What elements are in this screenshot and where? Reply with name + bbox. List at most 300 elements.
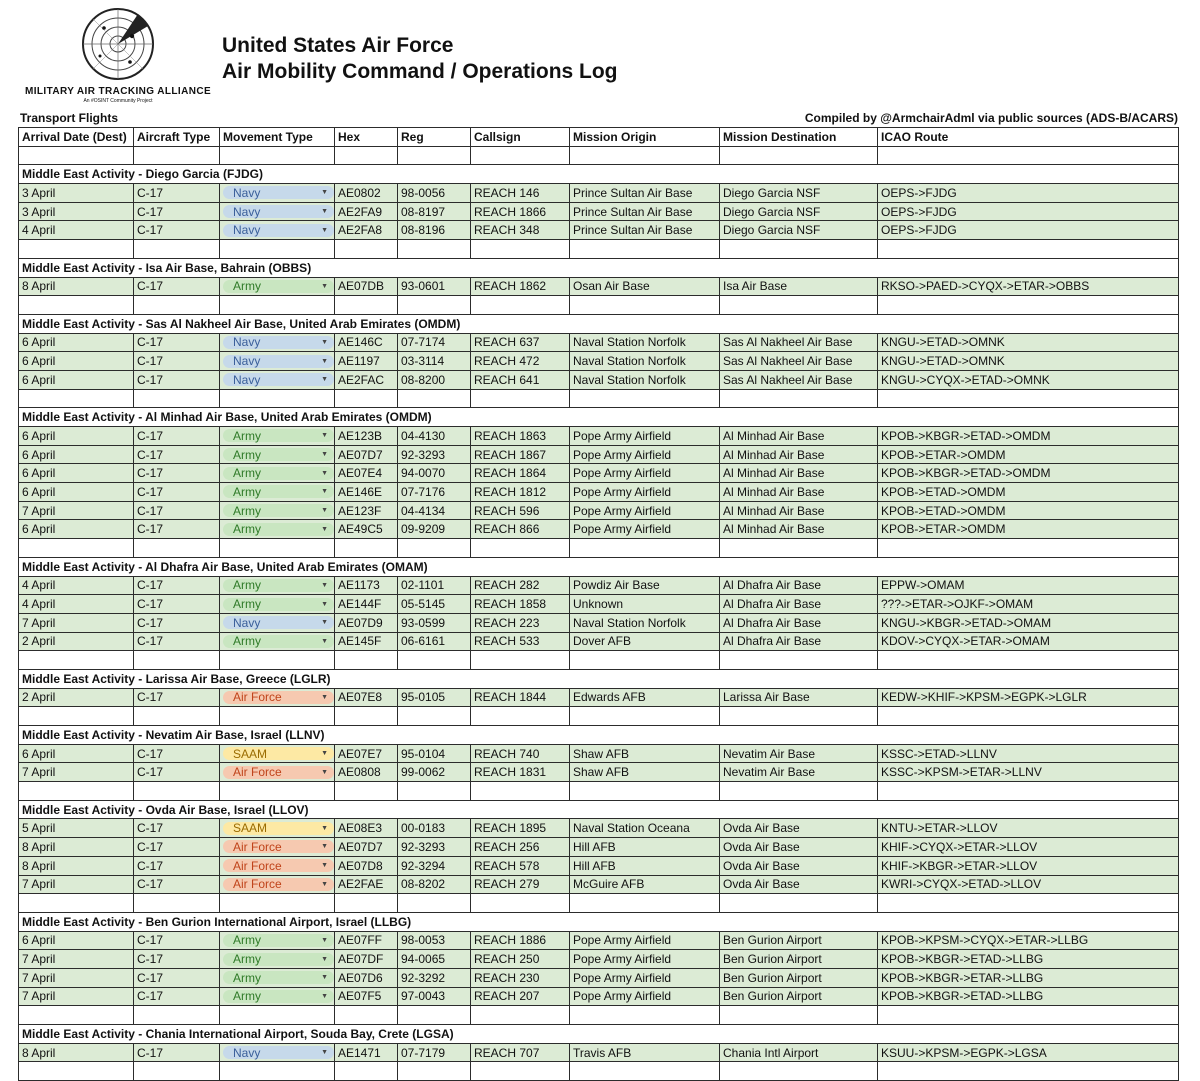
arrival-date-cell[interactable]: 7 April — [19, 501, 134, 520]
empty-cell[interactable] — [471, 389, 570, 408]
empty-cell[interactable] — [220, 146, 335, 165]
mission-destination-cell[interactable]: Al Minhad Air Base — [720, 501, 878, 520]
movement-type-chip[interactable] — [223, 859, 334, 872]
aircraft-type-cell[interactable]: C-17 — [134, 950, 220, 969]
callsign-cell[interactable]: REACH 282 — [471, 576, 570, 595]
mission-origin-cell[interactable]: Naval Station Norfolk — [570, 333, 720, 352]
arrival-date-cell[interactable]: 4 April — [19, 221, 134, 240]
chevron-down-icon[interactable]: ▼ — [321, 451, 328, 459]
aircraft-type-cell[interactable]: C-17 — [134, 595, 220, 614]
hex-cell[interactable]: AE07D7 — [335, 445, 398, 464]
movement-type-chip[interactable] — [223, 504, 334, 517]
empty-cell[interactable] — [878, 146, 1179, 165]
chevron-down-icon[interactable]: ▼ — [321, 469, 328, 477]
mission-origin-cell[interactable]: Dover AFB — [570, 632, 720, 651]
empty-cell[interactable] — [335, 146, 398, 165]
mission-origin-cell[interactable]: Hill AFB — [570, 838, 720, 857]
empty-cell[interactable] — [220, 894, 335, 913]
arrival-date-cell[interactable]: 4 April — [19, 595, 134, 614]
mission-origin-cell[interactable]: Pope Army Airfield — [570, 950, 720, 969]
movement-type-dropdown[interactable] — [220, 483, 335, 502]
hex-cell[interactable]: AE07DF — [335, 950, 398, 969]
hex-cell[interactable]: AE2FA8 — [335, 221, 398, 240]
empty-cell[interactable] — [134, 782, 220, 801]
movement-type-chip[interactable] — [223, 616, 334, 629]
arrival-date-cell[interactable]: 6 April — [19, 333, 134, 352]
icao-route-cell[interactable]: KSSC->ETAD->LLNV — [878, 744, 1179, 763]
aircraft-type-cell[interactable]: C-17 — [134, 352, 220, 371]
callsign-cell[interactable]: REACH 707 — [471, 1043, 570, 1062]
icao-route-cell[interactable]: KPOB->KBGR->ETAD->OMDM — [878, 427, 1179, 446]
hex-cell[interactable]: AE07D9 — [335, 613, 398, 632]
hex-cell[interactable]: AE07F5 — [335, 987, 398, 1006]
reg-cell[interactable]: 06-6161 — [398, 632, 471, 651]
chevron-down-icon[interactable]: ▼ — [321, 843, 328, 851]
mission-origin-cell[interactable]: McGuire AFB — [570, 875, 720, 894]
empty-cell[interactable] — [471, 651, 570, 670]
movement-type-chip[interactable] — [223, 635, 334, 648]
arrival-date-cell[interactable]: 6 April — [19, 931, 134, 950]
chevron-down-icon[interactable]: ▼ — [321, 824, 328, 832]
icao-route-cell[interactable]: KWRI->CYQX->ETAD->LLOV — [878, 875, 1179, 894]
arrival-date-cell[interactable]: 8 April — [19, 838, 134, 857]
mission-origin-cell[interactable]: Travis AFB — [570, 1043, 720, 1062]
mission-destination-cell[interactable]: Ovda Air Base — [720, 819, 878, 838]
movement-type-dropdown[interactable] — [220, 576, 335, 595]
column-header[interactable]: Aircraft Type — [134, 128, 220, 147]
reg-cell[interactable]: 98-0053 — [398, 931, 471, 950]
mission-destination-cell[interactable]: Al Minhad Air Base — [720, 427, 878, 446]
section-title[interactable]: Middle East Activity - Chania International Airport, Souda Bay, Crete (LGSA) — [19, 1025, 1179, 1044]
empty-cell[interactable] — [335, 707, 398, 726]
chevron-down-icon[interactable]: ▼ — [321, 432, 328, 440]
empty-cell[interactable] — [720, 240, 878, 259]
reg-cell[interactable]: 09-9209 — [398, 520, 471, 539]
chevron-down-icon[interactable]: ▼ — [321, 357, 328, 365]
reg-cell[interactable]: 99-0062 — [398, 763, 471, 782]
movement-type-chip[interactable] — [223, 186, 334, 199]
empty-cell[interactable] — [220, 707, 335, 726]
aircraft-type-cell[interactable]: C-17 — [134, 632, 220, 651]
empty-cell[interactable] — [134, 894, 220, 913]
chevron-down-icon[interactable]: ▼ — [321, 750, 328, 758]
empty-cell[interactable] — [878, 782, 1179, 801]
aircraft-type-cell[interactable]: C-17 — [134, 819, 220, 838]
empty-cell[interactable] — [570, 707, 720, 726]
empty-cell[interactable] — [398, 240, 471, 259]
callsign-cell[interactable]: REACH 256 — [471, 838, 570, 857]
mission-origin-cell[interactable]: Prince Sultan Air Base — [570, 202, 720, 221]
empty-cell[interactable] — [398, 296, 471, 315]
movement-type-chip[interactable] — [223, 429, 334, 442]
column-header[interactable]: Mission Origin — [570, 128, 720, 147]
chevron-down-icon[interactable]: ▼ — [321, 507, 328, 515]
aircraft-type-cell[interactable]: C-17 — [134, 688, 220, 707]
mission-origin-cell[interactable]: Prince Sultan Air Base — [570, 221, 720, 240]
movement-type-dropdown[interactable] — [220, 744, 335, 763]
movement-type-chip[interactable] — [223, 523, 334, 536]
mission-destination-cell[interactable]: Isa Air Base — [720, 277, 878, 296]
empty-cell[interactable] — [720, 146, 878, 165]
callsign-cell[interactable]: REACH 472 — [471, 352, 570, 371]
arrival-date-cell[interactable]: 6 April — [19, 464, 134, 483]
aircraft-type-cell[interactable]: C-17 — [134, 875, 220, 894]
movement-type-chip[interactable] — [223, 766, 334, 779]
mission-origin-cell[interactable]: Pope Army Airfield — [570, 987, 720, 1006]
section-title[interactable]: Middle East Activity - Al Dhafra Air Base, United Arab Emirates (OMAM) — [19, 557, 1179, 576]
movement-type-dropdown[interactable] — [220, 856, 335, 875]
arrival-date-cell[interactable]: 6 April — [19, 520, 134, 539]
reg-cell[interactable]: 92-3293 — [398, 445, 471, 464]
aircraft-type-cell[interactable]: C-17 — [134, 931, 220, 950]
mission-origin-cell[interactable]: Naval Station Norfolk — [570, 352, 720, 371]
mission-destination-cell[interactable]: Al Minhad Air Base — [720, 483, 878, 502]
empty-cell[interactable] — [19, 894, 134, 913]
mission-destination-cell[interactable]: Ovda Air Base — [720, 838, 878, 857]
movement-type-chip[interactable] — [223, 1046, 334, 1059]
empty-cell[interactable] — [570, 782, 720, 801]
hex-cell[interactable]: AE2FAE — [335, 875, 398, 894]
reg-cell[interactable]: 95-0105 — [398, 688, 471, 707]
movement-type-dropdown[interactable] — [220, 352, 335, 371]
aircraft-type-cell[interactable]: C-17 — [134, 501, 220, 520]
aircraft-type-cell[interactable]: C-17 — [134, 445, 220, 464]
callsign-cell[interactable]: REACH 1812 — [471, 483, 570, 502]
empty-cell[interactable] — [878, 389, 1179, 408]
mission-origin-cell[interactable]: Osan Air Base — [570, 277, 720, 296]
movement-type-chip[interactable] — [223, 336, 334, 349]
empty-cell[interactable] — [335, 1006, 398, 1025]
empty-cell[interactable] — [134, 389, 220, 408]
movement-type-dropdown[interactable] — [220, 595, 335, 614]
movement-type-chip[interactable] — [223, 373, 334, 386]
empty-cell[interactable] — [720, 894, 878, 913]
empty-cell[interactable] — [19, 240, 134, 259]
mission-destination-cell[interactable]: Diego Garcia NSF — [720, 184, 878, 203]
icao-route-cell[interactable]: KNGU->ETAD->OMNK — [878, 333, 1179, 352]
icao-route-cell[interactable]: OEPS->FJDG — [878, 184, 1179, 203]
chevron-down-icon[interactable]: ▼ — [321, 693, 328, 701]
mission-origin-cell[interactable]: Pope Army Airfield — [570, 445, 720, 464]
reg-cell[interactable]: 93-0599 — [398, 613, 471, 632]
movement-type-dropdown[interactable] — [220, 763, 335, 782]
arrival-date-cell[interactable]: 7 April — [19, 968, 134, 987]
empty-cell[interactable] — [570, 146, 720, 165]
callsign-cell[interactable]: REACH 223 — [471, 613, 570, 632]
reg-cell[interactable]: 05-5145 — [398, 595, 471, 614]
callsign-cell[interactable]: REACH 1864 — [471, 464, 570, 483]
chevron-down-icon[interactable]: ▼ — [321, 338, 328, 346]
callsign-cell[interactable]: REACH 230 — [471, 968, 570, 987]
empty-cell[interactable] — [19, 539, 134, 558]
hex-cell[interactable]: AE1471 — [335, 1043, 398, 1062]
callsign-cell[interactable]: REACH 1858 — [471, 595, 570, 614]
icao-route-cell[interactable]: KSSC->KPSM->ETAR->LLNV — [878, 763, 1179, 782]
empty-cell[interactable] — [878, 707, 1179, 726]
reg-cell[interactable]: 94-0070 — [398, 464, 471, 483]
mission-origin-cell[interactable]: Pope Army Airfield — [570, 931, 720, 950]
hex-cell[interactable]: AE123B — [335, 427, 398, 446]
movement-type-dropdown[interactable] — [220, 1043, 335, 1062]
movement-type-dropdown[interactable] — [220, 613, 335, 632]
aircraft-type-cell[interactable]: C-17 — [134, 184, 220, 203]
empty-cell[interactable] — [335, 539, 398, 558]
chevron-down-icon[interactable]: ▼ — [321, 955, 328, 963]
aircraft-type-cell[interactable]: C-17 — [134, 221, 220, 240]
icao-route-cell[interactable]: KPOB->KBGR->ETAD->LLBG — [878, 987, 1179, 1006]
reg-cell[interactable]: 07-7174 — [398, 333, 471, 352]
chevron-down-icon[interactable]: ▼ — [321, 282, 328, 290]
callsign-cell[interactable]: REACH 866 — [471, 520, 570, 539]
arrival-date-cell[interactable]: 6 April — [19, 427, 134, 446]
empty-cell[interactable] — [720, 296, 878, 315]
column-header[interactable]: Reg — [398, 128, 471, 147]
column-header[interactable]: Movement Type — [220, 128, 335, 147]
movement-type-dropdown[interactable] — [220, 838, 335, 857]
chevron-down-icon[interactable]: ▼ — [321, 992, 328, 1000]
mission-origin-cell[interactable]: Shaw AFB — [570, 763, 720, 782]
icao-route-cell[interactable]: KHIF->CYQX->ETAR->LLOV — [878, 838, 1179, 857]
arrival-date-cell[interactable]: 6 April — [19, 483, 134, 502]
empty-cell[interactable] — [335, 782, 398, 801]
callsign-cell[interactable]: REACH 641 — [471, 370, 570, 389]
section-title[interactable]: Middle East Activity - Larissa Air Base, Greece (LGLR) — [19, 669, 1179, 688]
icao-route-cell[interactable]: KEDW->KHIF->KPSM->EGPK->LGLR — [878, 688, 1179, 707]
aircraft-type-cell[interactable]: C-17 — [134, 483, 220, 502]
empty-cell[interactable] — [19, 782, 134, 801]
chevron-down-icon[interactable]: ▼ — [321, 488, 328, 496]
section-title[interactable]: Middle East Activity - Ovda Air Base, Israel (LLOV) — [19, 800, 1179, 819]
reg-cell[interactable]: 02-1101 — [398, 576, 471, 595]
empty-cell[interactable] — [720, 707, 878, 726]
reg-cell[interactable]: 08-8202 — [398, 875, 471, 894]
aircraft-type-cell[interactable]: C-17 — [134, 968, 220, 987]
callsign-cell[interactable]: REACH 596 — [471, 501, 570, 520]
mission-origin-cell[interactable]: Naval Station Norfolk — [570, 613, 720, 632]
icao-route-cell[interactable]: KNGU->KBGR->ETAD->OMAM — [878, 613, 1179, 632]
icao-route-cell[interactable]: KPOB->KBGR->ETAD->OMDM — [878, 464, 1179, 483]
empty-cell[interactable] — [471, 894, 570, 913]
empty-cell[interactable] — [471, 539, 570, 558]
icao-route-cell[interactable]: KPOB->KBGR->ETAD->LLBG — [878, 950, 1179, 969]
empty-cell[interactable] — [220, 782, 335, 801]
icao-route-cell[interactable]: KPOB->ETAR->OMDM — [878, 520, 1179, 539]
callsign-cell[interactable]: REACH 348 — [471, 221, 570, 240]
movement-type-chip[interactable] — [223, 355, 334, 368]
hex-cell[interactable]: AE144F — [335, 595, 398, 614]
reg-cell[interactable]: 07-7179 — [398, 1043, 471, 1062]
movement-type-dropdown[interactable] — [220, 277, 335, 296]
empty-cell[interactable] — [570, 389, 720, 408]
empty-cell[interactable] — [878, 296, 1179, 315]
empty-cell[interactable] — [335, 240, 398, 259]
empty-cell[interactable] — [878, 894, 1179, 913]
callsign-cell[interactable]: REACH 279 — [471, 875, 570, 894]
movement-type-chip[interactable] — [223, 448, 334, 461]
callsign-cell[interactable]: REACH 207 — [471, 987, 570, 1006]
icao-route-cell[interactable]: KPOB->ETAR->OMDM — [878, 445, 1179, 464]
icao-route-cell[interactable]: KSUU->KPSM->EGPK->LGSA — [878, 1043, 1179, 1062]
mission-destination-cell[interactable]: Sas Al Nakheel Air Base — [720, 352, 878, 371]
arrival-date-cell[interactable]: 7 April — [19, 875, 134, 894]
aircraft-type-cell[interactable]: C-17 — [134, 744, 220, 763]
movement-type-dropdown[interactable] — [220, 968, 335, 987]
empty-cell[interactable] — [19, 1006, 134, 1025]
icao-route-cell[interactable]: EPPW->OMAM — [878, 576, 1179, 595]
movement-type-dropdown[interactable] — [220, 520, 335, 539]
empty-cell[interactable] — [19, 146, 134, 165]
empty-cell[interactable] — [570, 296, 720, 315]
icao-route-cell[interactable]: KHIF->KBGR->ETAR->LLOV — [878, 856, 1179, 875]
mission-origin-cell[interactable]: Pope Army Airfield — [570, 427, 720, 446]
empty-cell[interactable] — [134, 539, 220, 558]
empty-cell[interactable] — [570, 240, 720, 259]
icao-route-cell[interactable]: KNTU->ETAR->LLOV — [878, 819, 1179, 838]
empty-cell[interactable] — [335, 894, 398, 913]
movement-type-chip[interactable] — [223, 822, 334, 835]
reg-cell[interactable]: 98-0056 — [398, 184, 471, 203]
hex-cell[interactable]: AE07FF — [335, 931, 398, 950]
empty-cell[interactable] — [19, 389, 134, 408]
arrival-date-cell[interactable]: 7 April — [19, 950, 134, 969]
chevron-down-icon[interactable]: ▼ — [321, 581, 328, 589]
aircraft-type-cell[interactable]: C-17 — [134, 277, 220, 296]
callsign-cell[interactable]: REACH 740 — [471, 744, 570, 763]
movement-type-chip[interactable] — [223, 934, 334, 947]
arrival-date-cell[interactable]: 6 April — [19, 744, 134, 763]
hex-cell[interactable]: AE146C — [335, 333, 398, 352]
callsign-cell[interactable]: REACH 146 — [471, 184, 570, 203]
movement-type-chip[interactable] — [223, 224, 334, 237]
chevron-down-icon[interactable]: ▼ — [321, 226, 328, 234]
empty-cell[interactable] — [335, 651, 398, 670]
icao-route-cell[interactable]: RKSO->PAED->CYQX->ETAR->OBBS — [878, 277, 1179, 296]
mission-origin-cell[interactable]: Edwards AFB — [570, 688, 720, 707]
mission-origin-cell[interactable]: Naval Station Oceana — [570, 819, 720, 838]
chevron-down-icon[interactable]: ▼ — [321, 974, 328, 982]
chevron-down-icon[interactable]: ▼ — [321, 376, 328, 384]
empty-cell[interactable] — [335, 296, 398, 315]
arrival-date-cell[interactable]: 4 April — [19, 576, 134, 595]
movement-type-dropdown[interactable] — [220, 987, 335, 1006]
arrival-date-cell[interactable]: 5 April — [19, 819, 134, 838]
reg-cell[interactable]: 93-0601 — [398, 277, 471, 296]
empty-cell[interactable] — [570, 894, 720, 913]
empty-cell[interactable] — [471, 1006, 570, 1025]
chevron-down-icon[interactable]: ▼ — [321, 525, 328, 533]
movement-type-dropdown[interactable] — [220, 184, 335, 203]
movement-type-chip[interactable] — [223, 485, 334, 498]
hex-cell[interactable]: AE146E — [335, 483, 398, 502]
empty-cell[interactable] — [471, 707, 570, 726]
aircraft-type-cell[interactable]: C-17 — [134, 202, 220, 221]
hex-cell[interactable]: AE2FAC — [335, 370, 398, 389]
icao-route-cell[interactable]: KDOV->CYQX->ETAR->OMAM — [878, 632, 1179, 651]
empty-cell[interactable] — [720, 782, 878, 801]
aircraft-type-cell[interactable]: C-17 — [134, 427, 220, 446]
mission-origin-cell[interactable]: Shaw AFB — [570, 744, 720, 763]
icao-route-cell[interactable]: OEPS->FJDG — [878, 202, 1179, 221]
arrival-date-cell[interactable]: 2 April — [19, 688, 134, 707]
hex-cell[interactable]: AE07E4 — [335, 464, 398, 483]
mission-origin-cell[interactable]: Naval Station Norfolk — [570, 370, 720, 389]
movement-type-chip[interactable] — [223, 467, 334, 480]
callsign-cell[interactable]: REACH 637 — [471, 333, 570, 352]
callsign-cell[interactable]: REACH 1867 — [471, 445, 570, 464]
mission-destination-cell[interactable]: Ben Gurion Airport — [720, 931, 878, 950]
empty-cell[interactable] — [220, 389, 335, 408]
empty-cell[interactable] — [134, 1006, 220, 1025]
mission-destination-cell[interactable]: Nevatim Air Base — [720, 763, 878, 782]
icao-route-cell[interactable]: KPOB->KPSM->CYQX->ETAR->LLBG — [878, 931, 1179, 950]
column-header[interactable]: ICAO Route — [878, 128, 1179, 147]
callsign-cell[interactable]: REACH 250 — [471, 950, 570, 969]
empty-cell[interactable] — [220, 240, 335, 259]
icao-route-cell[interactable]: KPOB->ETAD->OMDM — [878, 483, 1179, 502]
mission-destination-cell[interactable]: Ovda Air Base — [720, 875, 878, 894]
movement-type-chip[interactable] — [223, 971, 334, 984]
chevron-down-icon[interactable]: ▼ — [321, 1049, 328, 1057]
aircraft-type-cell[interactable]: C-17 — [134, 333, 220, 352]
chevron-down-icon[interactable]: ▼ — [321, 619, 328, 627]
empty-cell[interactable] — [720, 539, 878, 558]
icao-route-cell[interactable]: KPOB->KBGR->ETAR->LLBG — [878, 968, 1179, 987]
mission-origin-cell[interactable]: Hill AFB — [570, 856, 720, 875]
empty-cell[interactable] — [134, 146, 220, 165]
empty-cell[interactable] — [471, 782, 570, 801]
arrival-date-cell[interactable]: 3 April — [19, 202, 134, 221]
chevron-down-icon[interactable]: ▼ — [321, 880, 328, 888]
column-header[interactable]: Arrival Date (Dest) — [19, 128, 134, 147]
mission-destination-cell[interactable]: Larissa Air Base — [720, 688, 878, 707]
empty-cell[interactable] — [19, 707, 134, 726]
movement-type-chip[interactable] — [223, 840, 334, 853]
arrival-date-cell[interactable]: 6 April — [19, 352, 134, 371]
arrival-date-cell[interactable]: 7 April — [19, 987, 134, 1006]
hex-cell[interactable]: AE07E7 — [335, 744, 398, 763]
section-title[interactable]: Middle East Activity - Sas Al Nakheel Air Base, United Arab Emirates (OMDM) — [19, 314, 1179, 333]
empty-cell[interactable] — [134, 707, 220, 726]
hex-cell[interactable]: AE2FA9 — [335, 202, 398, 221]
mission-destination-cell[interactable]: Diego Garcia NSF — [720, 202, 878, 221]
empty-cell[interactable] — [134, 651, 220, 670]
aircraft-type-cell[interactable]: C-17 — [134, 370, 220, 389]
aircraft-type-cell[interactable]: C-17 — [134, 576, 220, 595]
movement-type-chip[interactable] — [223, 280, 334, 293]
mission-origin-cell[interactable]: Prince Sultan Air Base — [570, 184, 720, 203]
column-header[interactable]: Hex — [335, 128, 398, 147]
arrival-date-cell[interactable]: 3 April — [19, 184, 134, 203]
reg-cell[interactable]: 08-8200 — [398, 370, 471, 389]
movement-type-dropdown[interactable] — [220, 950, 335, 969]
icao-route-cell[interactable]: OEPS->FJDG — [878, 221, 1179, 240]
section-title[interactable]: Middle East Activity - Isa Air Base, Bahrain (OBBS) — [19, 258, 1179, 277]
chevron-down-icon[interactable]: ▼ — [321, 189, 328, 197]
reg-cell[interactable]: 04-4130 — [398, 427, 471, 446]
movement-type-chip[interactable] — [223, 205, 334, 218]
arrival-date-cell[interactable]: 8 April — [19, 1043, 134, 1062]
hex-cell[interactable]: AE0802 — [335, 184, 398, 203]
section-title[interactable]: Middle East Activity - Diego Garcia (FJDG) — [19, 165, 1179, 184]
mission-destination-cell[interactable]: Al Dhafra Air Base — [720, 613, 878, 632]
mission-origin-cell[interactable]: Pope Army Airfield — [570, 520, 720, 539]
icao-route-cell[interactable]: KPOB->ETAD->OMDM — [878, 501, 1179, 520]
section-title[interactable]: Middle East Activity - Nevatim Air Base, Israel (LLNV) — [19, 726, 1179, 745]
empty-cell[interactable] — [471, 240, 570, 259]
callsign-cell[interactable]: REACH 1831 — [471, 763, 570, 782]
empty-cell[interactable] — [398, 539, 471, 558]
mission-destination-cell[interactable]: Al Dhafra Air Base — [720, 576, 878, 595]
